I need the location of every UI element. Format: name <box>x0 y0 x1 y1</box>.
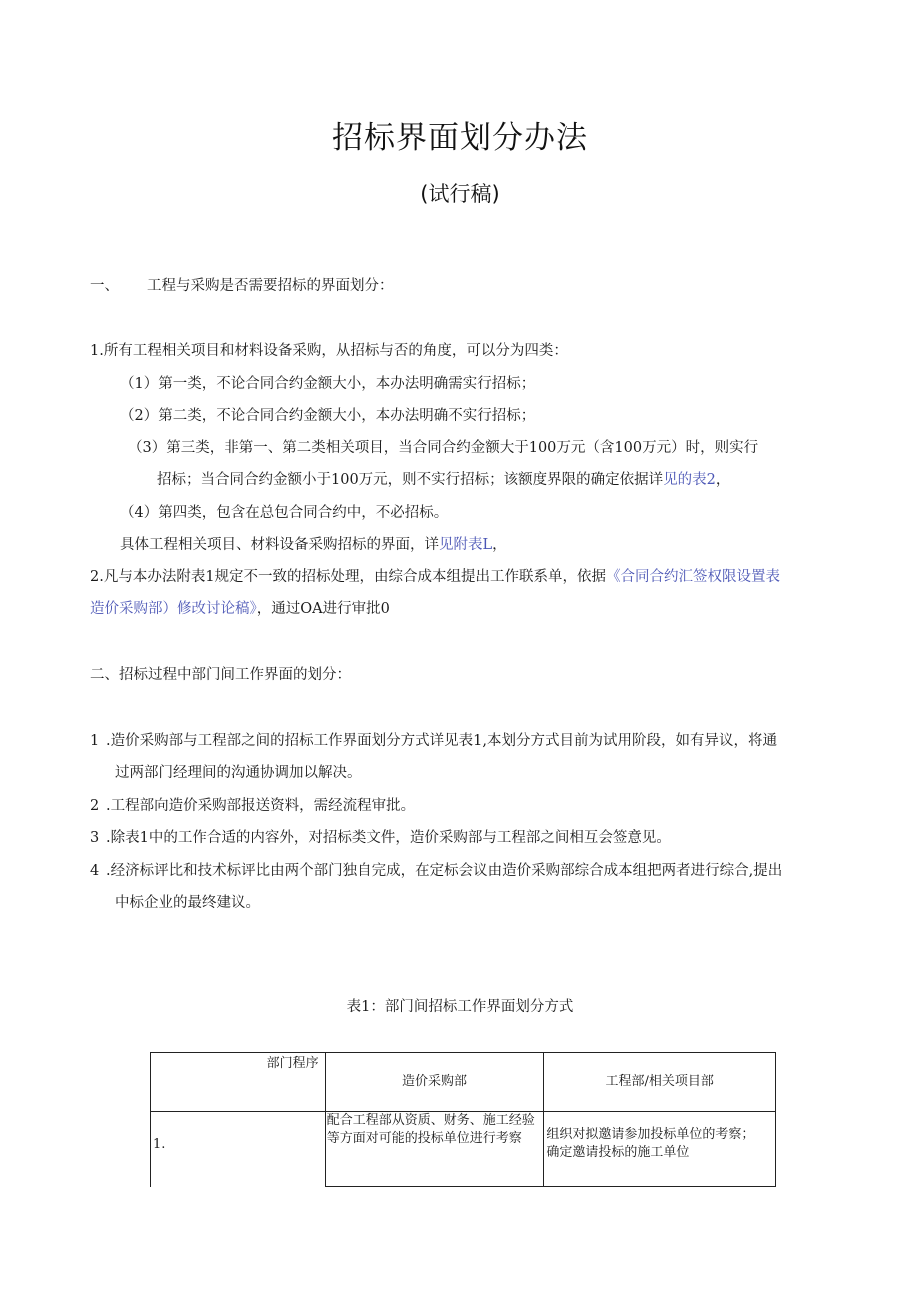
row-cost-cell <box>325 1112 544 1187</box>
header-cost-dept: 造价采购部 <box>325 1053 544 1112</box>
section2-item4-num: 4 <box>90 863 100 879</box>
section1-sub2: （2）第二类，不论合同合约金额大小，本办法明确不实行招标； <box>120 408 536 424</box>
section1-item2-line2 <box>90 599 390 619</box>
section1-item1: 1.所有工程相关项目和材料设备采购，从招标与否的角度，可以分为四类： <box>90 343 568 359</box>
item2-end: ，通过OA进行审批0 <box>256 601 390 617</box>
section1-sub4: （4）第四类，包含在总包合同合约中，不必招标。 <box>120 505 449 521</box>
document-title: 招标界面划分办法 <box>332 120 588 156</box>
section2-item2-num: 2 <box>90 798 100 814</box>
section2-heading: 二、招标过程中部门间工作界面的划分： <box>90 667 351 683</box>
row-cost-line1: 配合工程部从资质、财务、施工经验 <box>326 1113 535 1128</box>
row-number-cell <box>151 1112 326 1187</box>
table2-link[interactable]: 见的表2 <box>663 472 716 488</box>
section2-item1-num: 1 <box>90 733 100 749</box>
document-subtitle: (试行稿) <box>420 182 500 206</box>
section2-item2: .工程部向造价采购部报送资料，需经流程审批。 <box>106 798 416 814</box>
item2-text: 2.凡与本办法附表1规定不一致的招标处理，由综合成本组提出工作联系单，依据 <box>90 569 607 585</box>
section2-item4-line2: 中标企业的最终建议。 <box>115 895 260 911</box>
section1-detail <box>120 535 507 555</box>
contract-table-link-part2[interactable]: 造价采购部）修改讨论稿》 <box>90 601 257 617</box>
contract-table-link-part1[interactable]: 《合同合约汇签权限设置表 <box>606 569 781 585</box>
table-header-row <box>151 1053 776 1112</box>
section1-sub1: （1）第一类，不论合同合约金额大小，本办法明确需实行招标； <box>120 376 536 392</box>
table-caption: 表1：部门间招标工作界面划分方式 <box>346 999 574 1015</box>
row-eng-line1: 组织对拟邀请参加投标单位的考察； <box>546 1127 755 1142</box>
section2-item3-num: 3 <box>90 830 100 846</box>
header-program: 部门程序 <box>266 1056 319 1071</box>
header-engineering-dept: 工程部/相关项目部 <box>544 1053 776 1112</box>
section1-sub3-line2 <box>157 470 730 490</box>
section2-item4-line1: .经济标评比和技术标评比由两个部门独自完成，在定标会议由造价采购部综合成本组把两者进行综合,提出 <box>106 863 783 879</box>
row-number: 1. <box>153 1137 166 1152</box>
section1-heading: 工程与采购是否需要招标的界面划分： <box>147 278 394 294</box>
sub3-end: ， <box>715 472 731 488</box>
section1-sub3-line1: （3）第三类，非第一、第二类相关项目，当合同合约金额大于100万元（含100万元）时，则实行 <box>128 440 759 456</box>
sub3-text: 招标；当合同合约金额小于100万元，则不实行招标；该额度界限的确定依据详 <box>157 472 664 488</box>
section1-item2-line1 <box>90 567 780 587</box>
section2-item1-line1: .造价采购部与工程部之间的招标工作界面划分方式详见表1,本划分方式目前为试用阶段，如有异议，将通 <box>106 733 777 749</box>
division-table <box>150 1052 776 1187</box>
section2-item3: .除表1中的工作合适的内容外，对招标类文件，造价采购部与工程部之间相互会签意见。 <box>106 830 671 846</box>
header-program-cell <box>151 1053 326 1112</box>
table-row <box>151 1112 776 1187</box>
detail-text: 具体工程相关项目、材料设备采购招标的界面，详 <box>120 537 439 553</box>
detail-end: ， <box>492 537 507 553</box>
row-cost-line2: 等方面对可能的投标单位进行考察 <box>326 1131 522 1146</box>
appendix-table-link[interactable]: 见附表L <box>439 537 493 553</box>
row-eng-line2: 确定邀请投标的施工单位 <box>546 1145 690 1160</box>
row-eng-cell <box>544 1112 776 1187</box>
section1-number: 一、 <box>90 278 119 294</box>
section2-item1-line2: 过两部门经理间的沟通协调加以解决。 <box>115 765 362 781</box>
